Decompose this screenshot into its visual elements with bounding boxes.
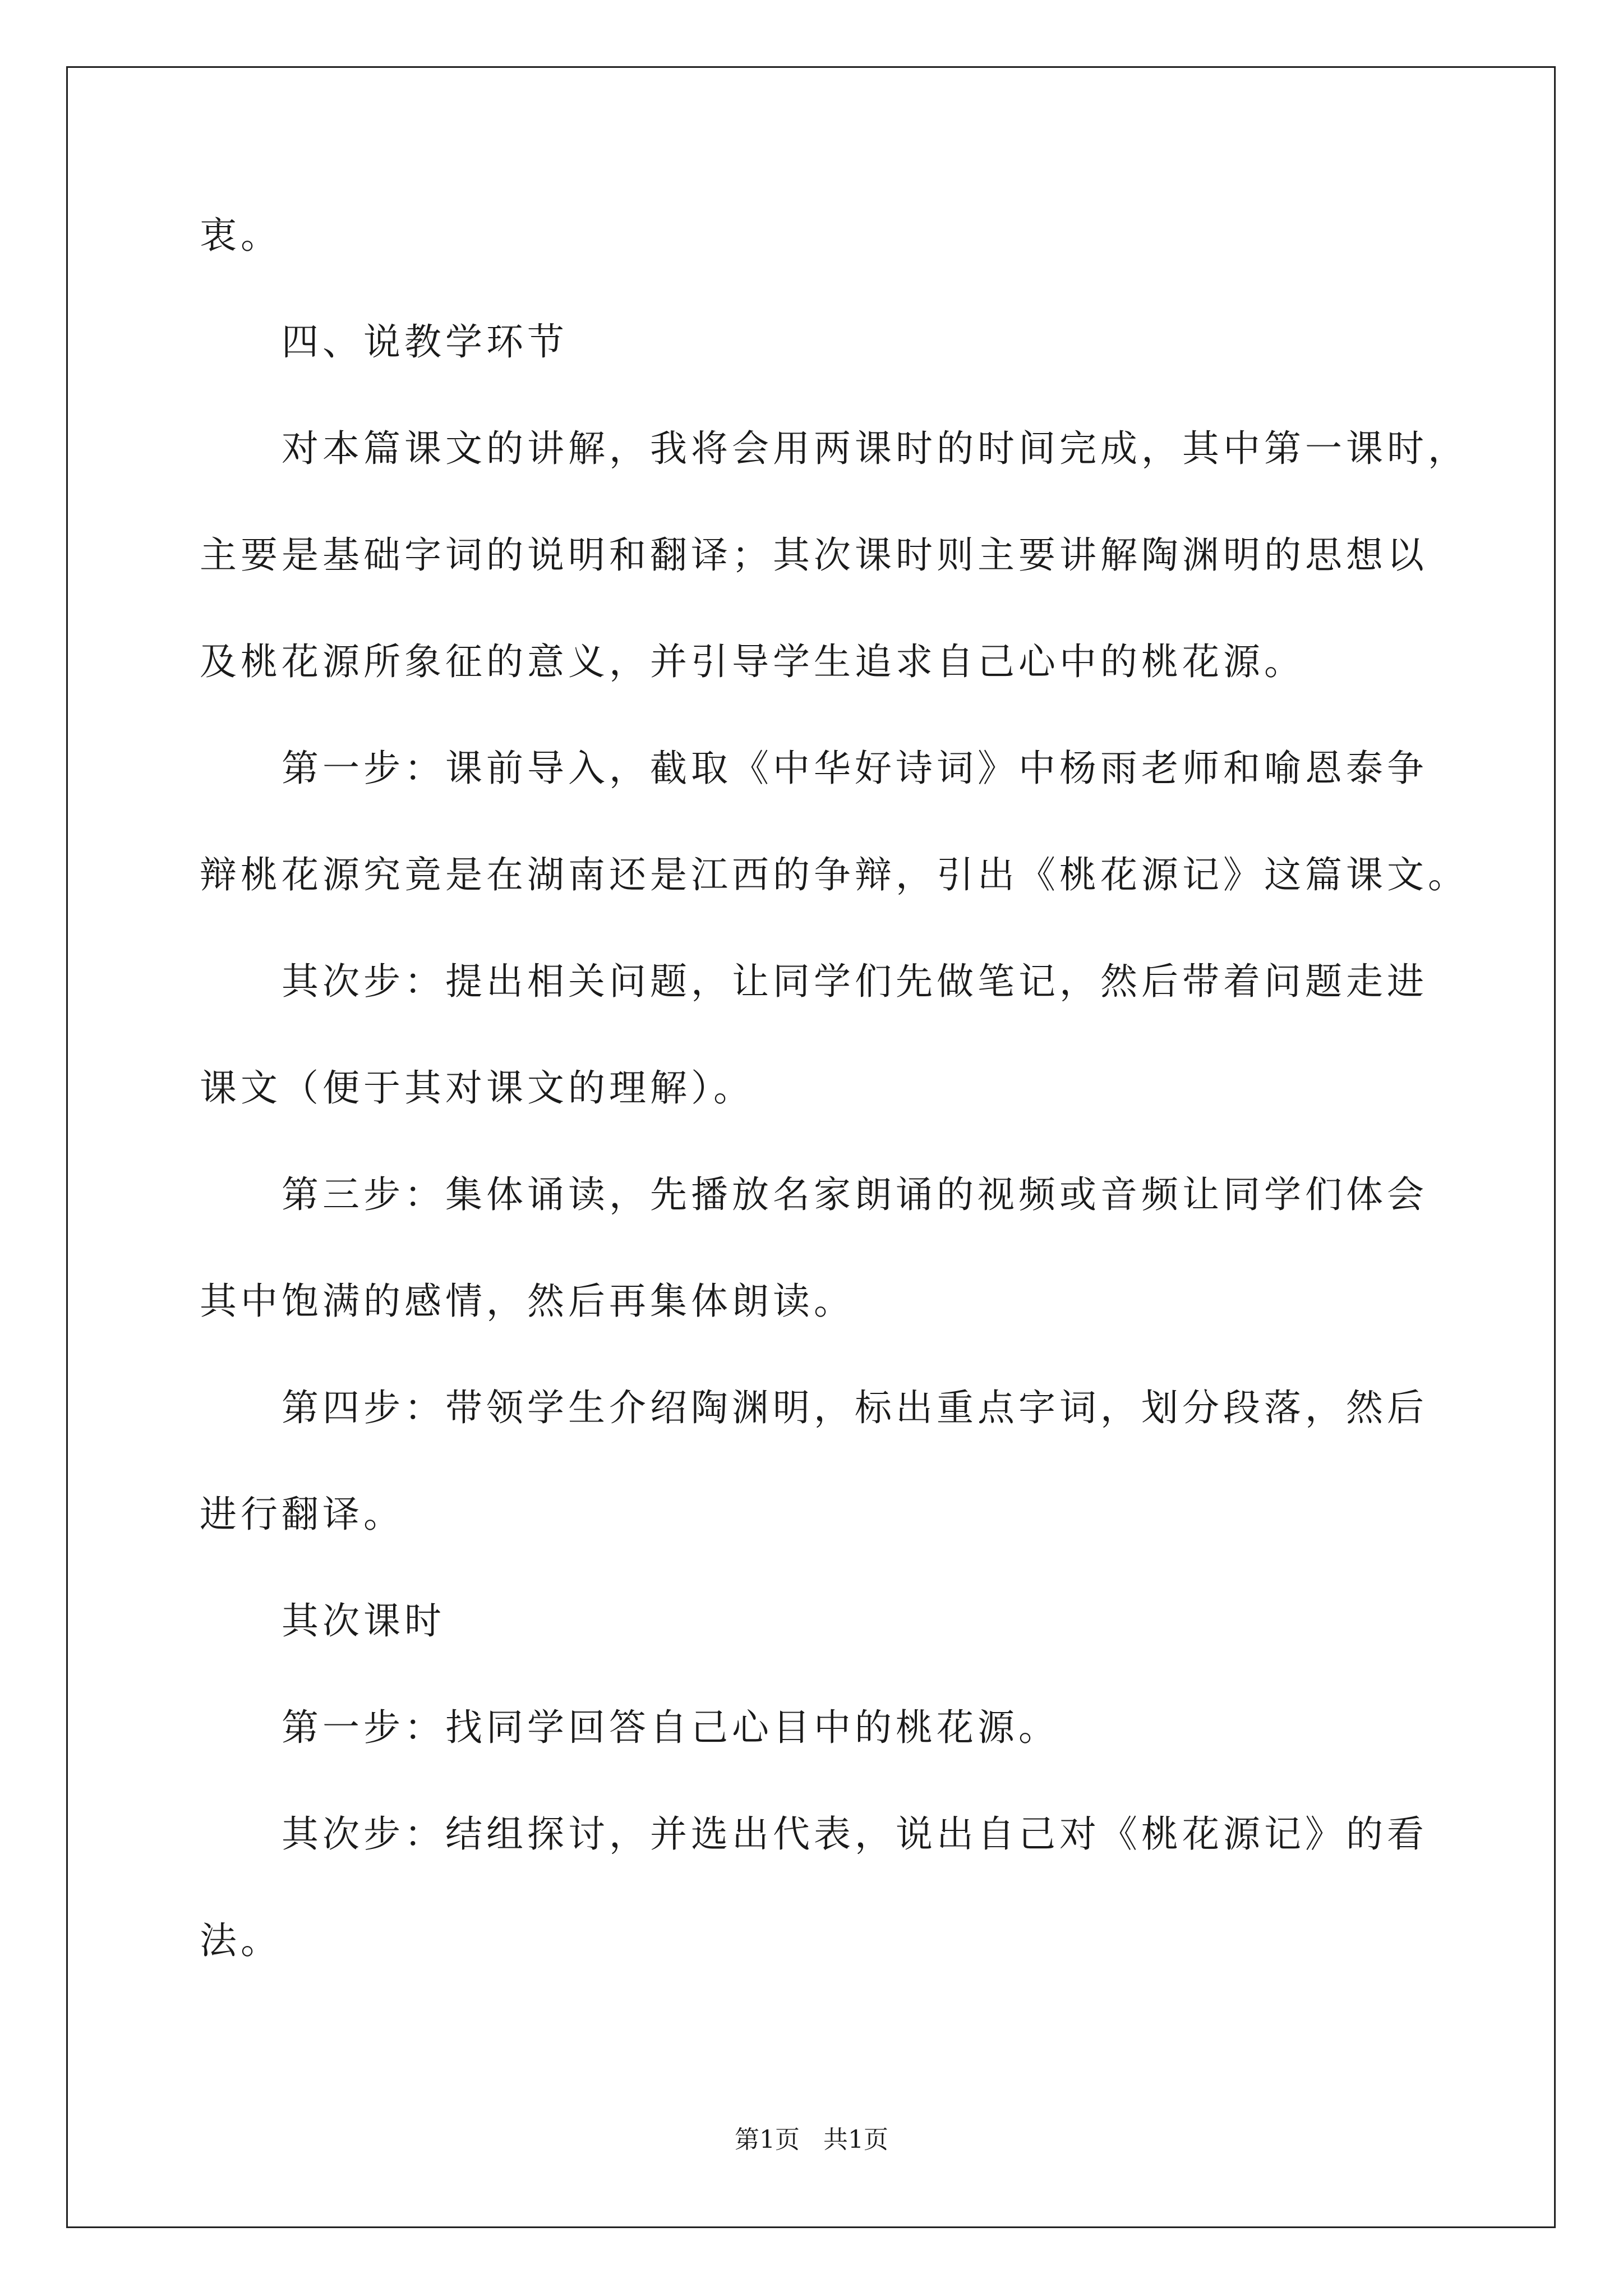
text-line: 第四步：带领学生介绍陶渊明，标出重点字词，划分段落，然后	[282, 1386, 1428, 1429]
text-line: 其次步：提出相关问题，让同学们先做笔记，然后带着问题走进	[282, 960, 1428, 1003]
text-line: 其中饱满的感情，然后再集体朗读。	[200, 1280, 855, 1323]
text-line: 对本篇课文的讲解，我将会用两课时的时间完成，其中第一课时，	[282, 427, 1469, 470]
text-line: 进行翻译。	[200, 1493, 404, 1536]
section-heading: 其次课时	[282, 1599, 445, 1642]
text-line: 辩桃花源究竟是在湖南还是江西的争辩，引出《桃花源记》这篇课文。	[200, 853, 1469, 896]
page-border	[66, 66, 1556, 2228]
text-line: 其次步：结组探讨，并选出代表，说出自己对《桃花源记》的看	[282, 1812, 1428, 1856]
text-line: 课文（便于其对课文的理解）。	[200, 1066, 754, 1110]
text-line: 衷。	[200, 214, 282, 257]
text-line: 第三步：集体诵读，先播放名家朗诵的视频或音频让同学们体会	[282, 1173, 1428, 1216]
text-line: 第一步：课前导入，截取《中华好诗词》中杨雨老师和喻恩泰争	[282, 747, 1428, 790]
page-footer: 第1页 共1页	[735, 2125, 888, 2154]
section-heading: 四、说教学环节	[282, 320, 568, 364]
text-line: 及桃花源所象征的意义，并引导学生追求自己心中的桃花源。	[200, 640, 1305, 683]
text-line: 第一步：找同学回答自己心目中的桃花源。	[282, 1706, 1059, 1749]
text-line: 主要是基础字词的说明和翻译；其次课时则主要讲解陶渊明的思想以	[200, 533, 1428, 577]
text-line: 法。	[200, 1919, 282, 1962]
